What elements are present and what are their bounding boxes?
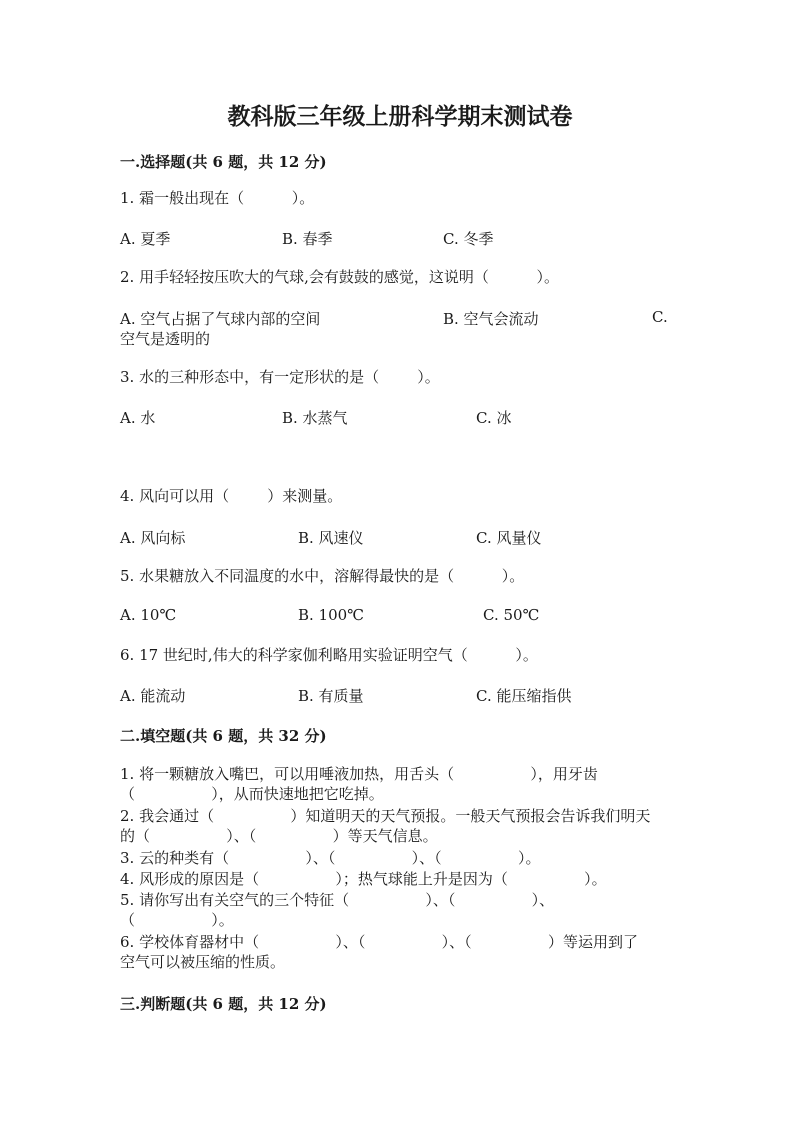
option-3a: A. 水 — [120, 409, 156, 427]
option-5c: C. 50℃ — [483, 606, 540, 624]
question-2: 2. 用手轻轻按压吹大的气球,会有鼓鼓的感觉，这说明（ ）。 — [120, 268, 560, 286]
question-4: 4. 风向可以用（ ）来测量。 — [120, 487, 343, 505]
option-3c: C. 冰 — [476, 409, 512, 427]
option-6b: B. 有质量 — [298, 687, 364, 705]
option-2c: C. — [652, 308, 668, 326]
exam-title: 教科版三年级上册科学期末测试卷 — [227, 103, 573, 130]
option-6a: A. 能流动 — [120, 687, 186, 705]
section-heading-fill: 二.填空题(共 6 题，共 32 分) — [120, 727, 327, 745]
fill-line-6: 4. 风形成的原因是（ ）；热气球能上升是因为（ ）。 — [120, 870, 607, 888]
option-1a: A. 夏季 — [120, 230, 171, 248]
section-heading-judge: 三.判断题(共 6 题，共 12 分) — [120, 995, 327, 1013]
fill-line-3: 2. 我会通过（ ）知道明天的天气预报。一般天气预报会告诉我们明天 — [120, 807, 651, 825]
option-4b: B. 风速仪 — [298, 529, 364, 547]
fill-line-5: 3. 云的种类有（ ）、（ ）、（ ）。 — [120, 849, 541, 867]
fill-line-4: 的（ ）、（ ）等天气信息。 — [120, 827, 438, 845]
question-3: 3. 水的三种形态中，有一定形状的是（ ）。 — [120, 368, 440, 386]
option-3b: B. 水蒸气 — [282, 409, 348, 427]
fill-line-1: 1. 将一颗糖放入嘴巴，可以用唾液加热，用舌头（ ），用牙齿 — [120, 765, 598, 783]
option-6c: C. 能压缩指供 — [476, 687, 572, 705]
fill-line-9: 6. 学校体育器材中（ ）、（ ）、（ ）等运用到了 — [120, 933, 638, 951]
option-2c-text: 空气是透明的 — [120, 330, 211, 348]
option-5a: A. 10℃ — [120, 606, 177, 624]
fill-line-2: （ ），从而快速地把它吃掉。 — [120, 785, 384, 803]
section-heading-choice: 一.选择题(共 6 题，共 12 分) — [120, 153, 327, 171]
option-4a: A. 风向标 — [120, 529, 186, 547]
question-5: 5. 水果糖放入不同温度的水中，溶解得最快的是（ ）。 — [120, 567, 525, 585]
fill-line-10: 空气可以被压缩的性质。 — [120, 953, 286, 971]
question-6: 6. 17 世纪时,伟大的科学家伽利略用实验证明空气（ ）。 — [120, 646, 538, 664]
question-1: 1. 霜一般出现在（ ）。 — [120, 189, 315, 207]
option-2b: B. 空气会流动 — [443, 310, 539, 328]
option-1c: C. 冬季 — [443, 230, 494, 248]
fill-line-8: （ ）。 — [120, 911, 234, 929]
option-2a: A. 空气占据了气球内部的空间 — [120, 310, 321, 328]
option-5b: B. 100℃ — [298, 606, 364, 624]
option-4c: C. 风量仪 — [476, 529, 542, 547]
option-1b: B. 春季 — [282, 230, 333, 248]
fill-line-7: 5. 请你写出有关空气的三个特征（ ）、（ ）、 — [120, 891, 555, 909]
